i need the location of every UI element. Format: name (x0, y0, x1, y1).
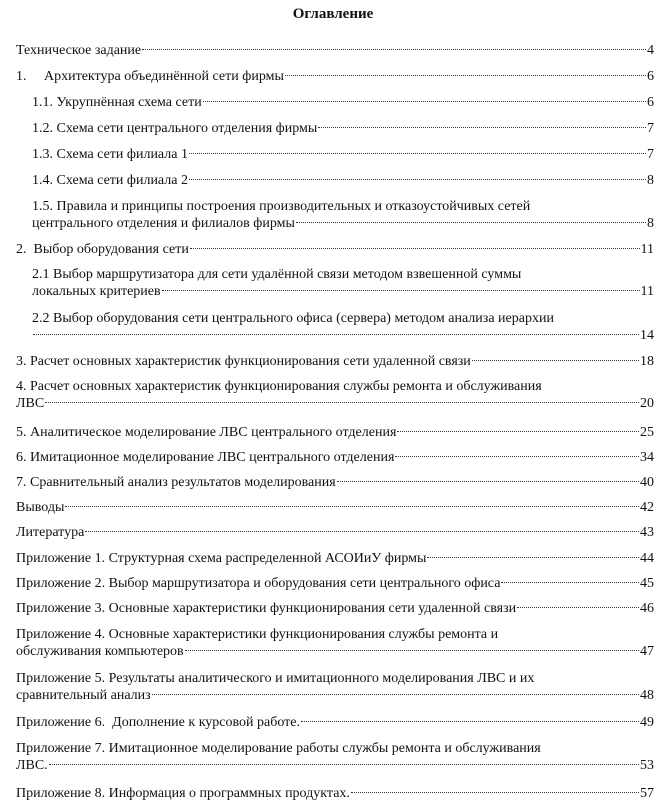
toc-entry[interactable] (16, 424, 654, 441)
leader-dots (203, 101, 646, 102)
toc-entry-label: 5. Аналитическое моделирование ЛВС центрального отделения (16, 425, 397, 440)
toc-entry[interactable] (32, 120, 654, 137)
toc-entry-page: 8 (647, 173, 654, 188)
toc-entry-label: ЛВС (16, 396, 45, 411)
leader-dots (45, 402, 639, 403)
leader-dots (395, 456, 639, 457)
toc-entry-page: 20 (640, 396, 654, 411)
toc-entry[interactable] (16, 449, 654, 466)
toc-entry[interactable] (16, 785, 654, 802)
toc-entry-label: Приложение 8. Информация о программных продуктах. (16, 786, 350, 801)
leader-dots (501, 582, 639, 583)
toc-entry-page: 14 (640, 328, 654, 343)
toc-entry[interactable] (32, 94, 654, 111)
toc-entry-label: 1.4. Схема сети филиала 2 (32, 173, 188, 188)
toc-entry[interactable] (16, 499, 654, 516)
toc-entry-label: Приложение 6. Дополнение к курсовой работе. (16, 715, 300, 730)
toc-entry-page: 25 (640, 425, 654, 440)
toc-heading: Оглавление (292, 6, 374, 22)
toc-entry-label: 3. Расчет основных характеристик функционирования сети удаленной связи (16, 354, 471, 369)
toc-entry-lead: Приложение 5. Результаты аналитического и имитационного моделирования ЛВС и их (16, 671, 535, 686)
toc-entry[interactable] (16, 378, 654, 412)
leader-dots (472, 360, 639, 361)
toc-entry[interactable] (16, 670, 654, 704)
toc-entry-label: обслуживания компьютеров (16, 644, 184, 659)
leader-dots (189, 153, 646, 154)
toc-entry[interactable] (16, 68, 654, 85)
leader-dots (189, 179, 646, 180)
toc-entry-label: сравнительный анализ (16, 688, 151, 703)
toc-entry[interactable] (32, 198, 654, 232)
toc-entry-page: 53 (640, 758, 654, 773)
toc-entry[interactable] (16, 241, 654, 258)
toc-entry-label: Литература (16, 525, 85, 540)
leader-dots (162, 290, 640, 291)
toc-entry-label: 1.2. Схема сети центрального отделения фирмы (32, 121, 318, 136)
leader-dots (427, 557, 639, 558)
toc-entry[interactable] (16, 550, 654, 567)
toc-entry-lead: 2.2 Выбор оборудования сети центрального офиса (сервера) методом анализа иерархии (32, 311, 554, 326)
toc-entry-label: Выводы (16, 500, 65, 515)
toc-entry[interactable] (16, 575, 654, 592)
toc-entry[interactable] (16, 353, 654, 370)
toc-entry-page: 18 (640, 354, 654, 369)
toc-entry-label: 1. Архитектура объединённой сети фирмы (16, 69, 284, 84)
toc-entry[interactable] (16, 626, 654, 660)
toc-entry-label: Техническое задание (16, 43, 142, 58)
toc-entry[interactable] (16, 524, 654, 541)
leader-dots (185, 650, 639, 651)
toc-entry-label: 7. Сравнительный анализ результатов моделирования (16, 475, 336, 490)
leader-dots (296, 222, 646, 223)
leader-dots (152, 694, 639, 695)
toc-entry[interactable] (16, 740, 654, 774)
toc-entry[interactable] (16, 600, 654, 617)
toc-entry-page: 7 (647, 121, 654, 136)
toc-entry-label: Приложение 3. Основные характеристики функционирования сети удаленной связи (16, 601, 517, 616)
leader-dots (301, 721, 639, 722)
toc-entry-page: 46 (640, 601, 654, 616)
toc-entry[interactable] (32, 172, 654, 189)
toc-entry-page: 7 (647, 147, 654, 162)
toc-entry-page: 44 (640, 551, 654, 566)
leader-dots (351, 792, 639, 793)
toc-entry-page: 6 (647, 69, 654, 84)
leader-dots (285, 75, 646, 76)
leader-dots (65, 506, 639, 507)
toc-entry-label: Приложение 1. Структурная схема распределенной АСОИиУ фирмы (16, 551, 427, 566)
toc-entry-lead: Приложение 7. Имитационное моделирование работы службы ремонта и обслуживания (16, 741, 541, 756)
toc-entry-page: 40 (640, 475, 654, 490)
toc-entry-label: Приложение 2. Выбор маршрутизатора и оборудования сети центрального офиса (16, 576, 501, 591)
toc-entry-page: 34 (640, 450, 654, 465)
toc-entry-page: 42 (640, 500, 654, 515)
leader-dots (49, 764, 639, 765)
toc-entry-lead: 1.5. Правила и принципы построения производительных и отказоустойчивых сетей (32, 199, 531, 214)
toc-entry-lead: Приложение 4. Основные характеристики функционирования службы ремонта и (16, 627, 499, 642)
leader-dots (85, 531, 639, 532)
toc-entry-label: 6. Имитационное моделирование ЛВС центрального отделения (16, 450, 395, 465)
toc-entry-page: 4 (647, 43, 654, 58)
leader-dots (142, 49, 646, 50)
toc-entry-page: 43 (640, 525, 654, 540)
toc-entry-label: 1.1. Укрупнённая схема сети (32, 95, 202, 110)
leader-dots (190, 248, 640, 249)
toc-entry-label: 2. Выбор оборудования сети (16, 242, 189, 257)
toc-entry-page: 49 (640, 715, 654, 730)
toc-entry-lead: 4. Расчет основных характеристик функционирования службы ремонта и обслуживания (16, 379, 542, 394)
leader-dots (318, 127, 646, 128)
toc-entry-page: 11 (640, 242, 654, 257)
leader-dots (33, 334, 639, 335)
leader-dots (337, 481, 639, 482)
toc-entry-page: 45 (640, 576, 654, 591)
toc-entry[interactable] (32, 266, 654, 300)
toc-entry-label: локальных критериев (32, 284, 161, 299)
leader-dots (517, 607, 639, 608)
toc-entry[interactable] (16, 474, 654, 491)
toc-entry-label: центрального отделения и филиалов фирмы (32, 216, 295, 231)
toc-entry[interactable] (16, 42, 654, 59)
toc-entry[interactable] (16, 714, 654, 731)
toc-entry-page: 48 (640, 688, 654, 703)
toc-entry[interactable] (32, 146, 654, 163)
toc-entry-label: 1.3. Схема сети филиала 1 (32, 147, 188, 162)
toc-entry-lead: 2.1 Выбор маршрутизатора для сети удалённой связи методом взвешенной суммы (32, 267, 522, 282)
toc-entry-page: 6 (647, 95, 654, 110)
toc-entry-page: 47 (640, 644, 654, 659)
toc-entry-label: ЛВС. (16, 758, 48, 773)
toc-entry-page: 11 (640, 284, 654, 299)
toc-entry[interactable] (32, 310, 654, 344)
toc-entry-page: 57 (640, 786, 654, 801)
toc-entry-page: 8 (647, 216, 654, 231)
leader-dots (397, 431, 639, 432)
